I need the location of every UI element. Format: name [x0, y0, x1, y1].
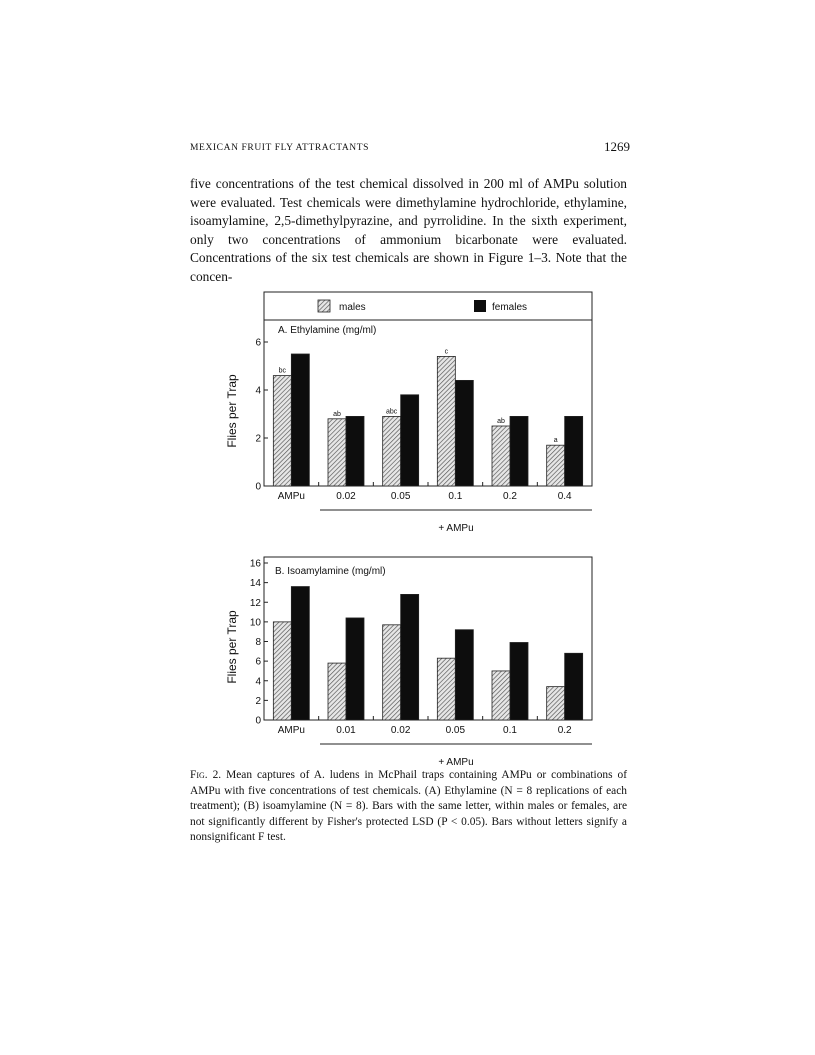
- significance-letter: ab: [497, 418, 505, 425]
- y-tick-label: 10: [249, 617, 261, 629]
- panel-b-frame: [264, 557, 592, 720]
- y-tick-label: 2: [255, 695, 261, 707]
- y-tick-label: 0: [255, 481, 261, 493]
- bar-females: [291, 587, 309, 720]
- bar-males: [437, 356, 455, 486]
- bar-males: [547, 687, 565, 720]
- bar-females: [455, 630, 473, 720]
- caption-text: Mean captures of A. ludens in McPhail traps containing AMPu or combinations of AMPu with five concentrations of test chemicals. (A) Ethylamine (N = 8 replications of each treatment); (B) isoamylamine (N = 8). Bars with the same letter, within males or females, are not significantly different by Fisher's protected LSD (P < 0.05). Bars without letters signify a nonsignificant F test.: [190, 769, 627, 844]
- panel-b-ylabel: Flies per Trap: [225, 610, 239, 684]
- y-tick-label: 8: [255, 637, 261, 648]
- x-tick-label: 0.1: [448, 491, 463, 502]
- y-tick-label: 4: [255, 385, 261, 397]
- significance-letter: abc: [386, 408, 398, 416]
- y-tick-label: 12: [249, 597, 261, 609]
- y-tick-label: 6: [255, 656, 261, 668]
- x-tick-label: 0.02: [336, 491, 356, 502]
- y-tick-label: 14: [249, 578, 261, 590]
- significance-letter: c: [444, 348, 449, 356]
- panel-a-frame: [264, 292, 592, 486]
- x-tick-label: 0.2: [557, 725, 572, 736]
- bar-females: [401, 594, 419, 720]
- x-tick-label: 0.4: [557, 491, 572, 502]
- panel-a-xlabel: + AMPu: [438, 523, 474, 534]
- panel-a-ylabel: Flies per Trap: [225, 374, 239, 448]
- bar-males: [547, 445, 565, 486]
- panel-b-title: B. Isoamylamine (mg/ml): [275, 566, 386, 577]
- running-head: MEXICAN FRUIT FLY ATTRACTANTS: [190, 143, 370, 153]
- legend-label-females: females: [492, 302, 528, 313]
- page-number: 1269: [604, 139, 630, 154]
- significance-letter: bc: [278, 367, 287, 375]
- y-tick-label: 0: [255, 715, 261, 727]
- y-tick-label: 6: [255, 337, 261, 349]
- panel-b-xlabel: + AMPu: [438, 757, 474, 768]
- panel-a-title: A. Ethylamine (mg/ml): [278, 325, 377, 336]
- panel-a-plot: [255, 338, 582, 503]
- x-tick-label: 0.2: [503, 491, 517, 502]
- bar-males: [273, 376, 291, 486]
- x-tick-label: 0.01: [336, 725, 356, 736]
- bar-females: [291, 354, 309, 486]
- caption-label: Fig. 2.: [190, 769, 222, 781]
- bar-females: [565, 653, 583, 720]
- x-tick-label: 0.05: [390, 491, 411, 502]
- legend-swatch-males: [318, 300, 330, 312]
- x-tick-label: 0.05: [445, 725, 466, 736]
- legend-swatch-females: [474, 300, 486, 312]
- bar-females: [510, 416, 528, 486]
- y-tick-label: 4: [255, 676, 261, 688]
- bar-males: [437, 658, 455, 720]
- bar-females: [565, 416, 583, 486]
- bar-females: [346, 416, 364, 486]
- bar-males: [492, 426, 510, 486]
- bar-males: [383, 625, 401, 720]
- bar-females: [455, 380, 473, 486]
- y-tick-label: 2: [255, 433, 261, 445]
- panel-b-plot: [250, 559, 583, 737]
- bar-males: [328, 663, 346, 720]
- bar-females: [510, 642, 528, 720]
- legend-label-males: males: [339, 302, 366, 313]
- figure-caption: [190, 768, 627, 846]
- bar-females: [401, 395, 419, 486]
- y-tick-label: 16: [249, 558, 261, 570]
- bar-males: [273, 622, 291, 720]
- significance-letter: ab: [333, 410, 341, 418]
- x-tick-label: AMPu: [277, 491, 305, 502]
- bar-females: [346, 618, 364, 720]
- significance-letter: a: [553, 437, 558, 445]
- body-paragraph: five concentrations of the test chemical dissolved in 200 ml of AMPu solution were evaluated. Test chemicals were dimethylamine hydrochloride, ethylamine, isoamylamine, 2,5-dimethylpyrazine, and pyrrolidine. In the sixth experiment, only two concentrations of ammonium bicarbonate were evaluated. Concentrations of the six test chemicals are shown in Figure 1–3. Note that the concen-: [190, 176, 627, 284]
- bar-males: [492, 671, 510, 720]
- x-tick-label: AMPu: [277, 725, 305, 736]
- x-tick-label: 0.1: [503, 725, 517, 736]
- bar-males: [328, 419, 346, 486]
- x-tick-label: 0.02: [390, 725, 411, 736]
- bar-males: [383, 416, 401, 486]
